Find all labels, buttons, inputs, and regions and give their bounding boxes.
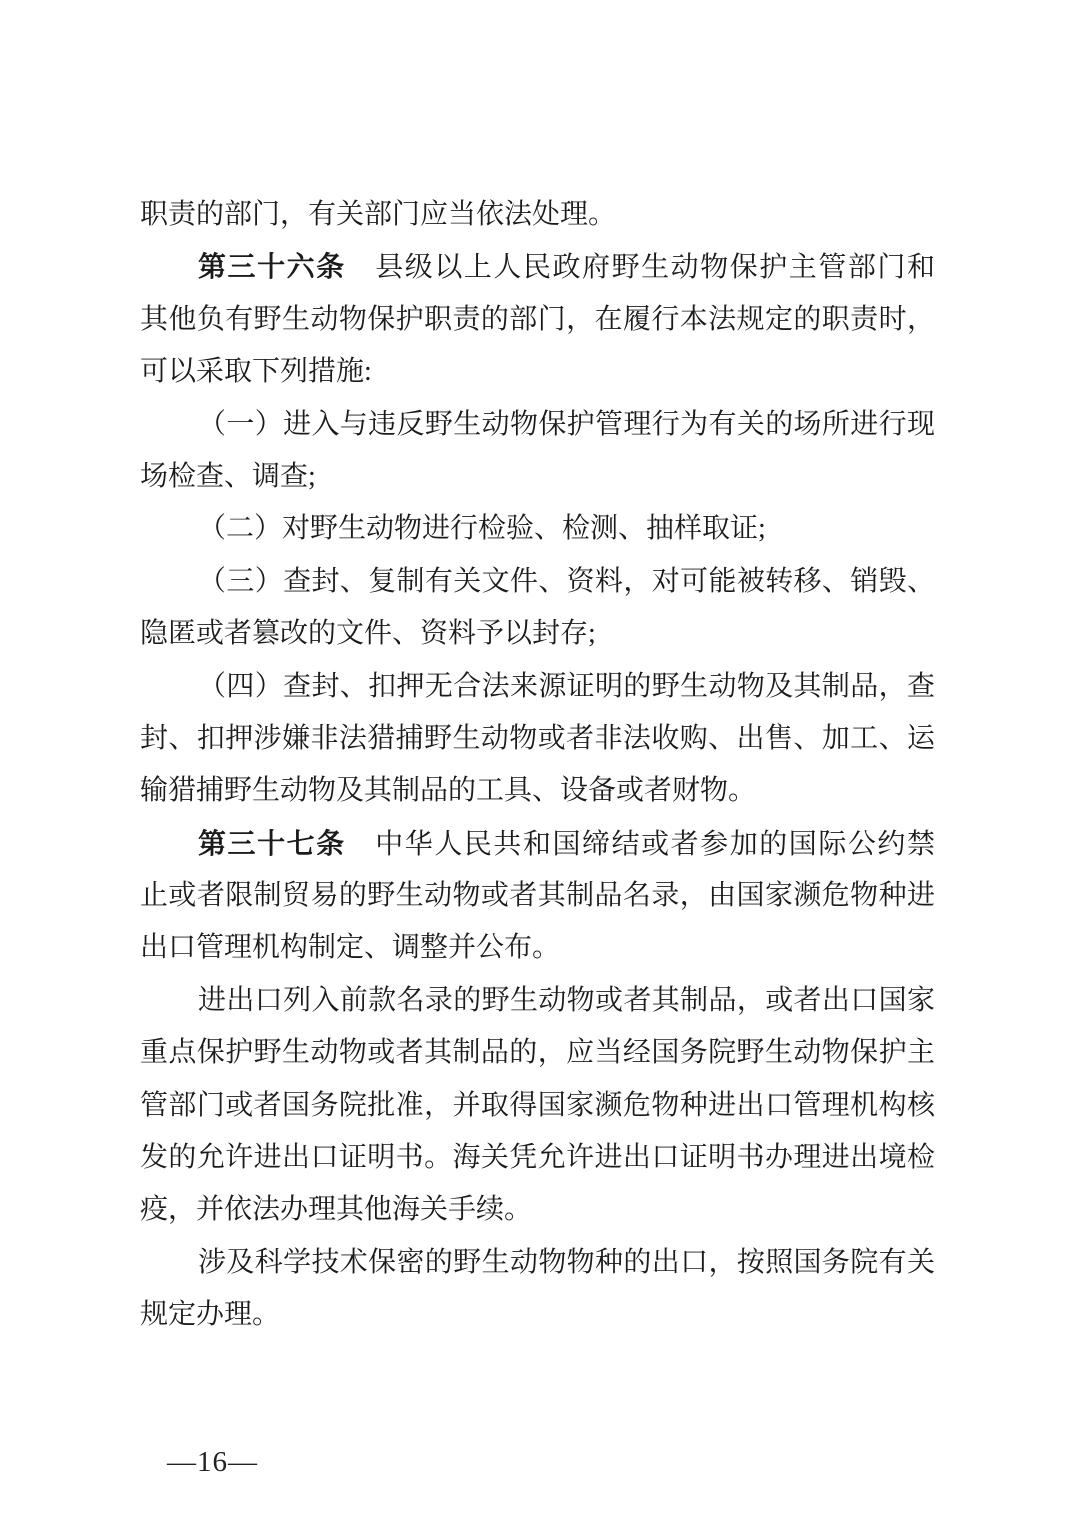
page-number: —16— bbox=[167, 1446, 258, 1478]
text-run: 封、扣押涉嫌非法猎捕野生动物或者非法收购、出售、加工、运 bbox=[140, 722, 935, 754]
text-run: （一）进入与违反野生动物保护管理行为有关的场所进行现 bbox=[198, 408, 935, 440]
text-line bbox=[140, 608, 935, 660]
text-line bbox=[140, 1132, 935, 1184]
text-line bbox=[140, 818, 935, 870]
document-body bbox=[140, 189, 935, 1342]
text-run: （四）查封、扣押无合法来源证明的野生动物及其制品，查 bbox=[198, 670, 935, 702]
text-run: （二）对野生动物进行检验、检测、抽样取证; bbox=[198, 513, 766, 545]
text-run: 其他负有野生动物保护职责的部门，在履行本法规定的职责时， bbox=[140, 303, 935, 335]
text-line bbox=[140, 713, 935, 765]
text-line bbox=[140, 922, 935, 974]
text-line bbox=[140, 1184, 935, 1236]
text-line bbox=[140, 399, 935, 451]
text-run: 规定办理。 bbox=[140, 1299, 281, 1331]
text-run: 出口管理机构制定、调整并公布。 bbox=[140, 932, 561, 964]
text-run: 发的允许进出口证明书。海关凭允许进出口证明书办理进出境检 bbox=[140, 1142, 935, 1174]
text-run: 职责的部门，有关部门应当依法处理。 bbox=[140, 199, 617, 230]
text-run: 涉及科学技术保密的野生动物物种的出口，按照国务院有关 bbox=[198, 1246, 935, 1278]
text-run: 管部门或者国务院批准，并取得国家濒危物种进出口管理机构核 bbox=[140, 1089, 935, 1121]
text-run: （三）查封、复制有关文件、资料，对可能被转移、销毁、 bbox=[198, 565, 935, 597]
article-heading: 第三十七条 bbox=[198, 827, 346, 859]
text-line bbox=[140, 1080, 935, 1132]
text-run: 县级以上人民政府野生动物保护主管部门和 bbox=[345, 252, 935, 284]
article-heading: 第三十六条 bbox=[198, 251, 346, 283]
text-line bbox=[140, 870, 935, 922]
text-line bbox=[140, 241, 935, 293]
text-line bbox=[140, 1027, 935, 1079]
text-run: 重点保护野生动物或者其制品的，应当经国务院野生动物保护主 bbox=[140, 1037, 935, 1069]
text-run: 输猎捕野生动物及其制品的工具、设备或者财物。 bbox=[140, 775, 757, 807]
text-run: 疫，并依法办理其他海关手续。 bbox=[140, 1194, 533, 1226]
text-run: 止或者限制贸易的野生动物或者其制品名录，由国家濒危物种进 bbox=[140, 880, 935, 912]
text-line bbox=[140, 556, 935, 608]
text-line bbox=[140, 1289, 935, 1341]
text-line bbox=[140, 661, 935, 713]
text-line bbox=[140, 503, 935, 555]
text-line bbox=[140, 294, 935, 346]
text-run: 中华人民共和国缔结或者参加的国际公约禁 bbox=[345, 828, 935, 860]
text-run: 可以采取下列措施: bbox=[140, 356, 372, 388]
text-line bbox=[140, 189, 935, 241]
text-run: 进出口列入前款名录的野生动物或者其制品，或者出口国家 bbox=[198, 984, 935, 1016]
text-line bbox=[140, 765, 935, 817]
text-line bbox=[140, 1237, 935, 1289]
text-run: 隐匿或者篡改的文件、资料予以封存; bbox=[140, 618, 596, 650]
text-line bbox=[140, 975, 935, 1027]
text-line bbox=[140, 451, 935, 503]
text-run: 场检查、调查; bbox=[140, 460, 316, 492]
text-line bbox=[140, 346, 935, 398]
